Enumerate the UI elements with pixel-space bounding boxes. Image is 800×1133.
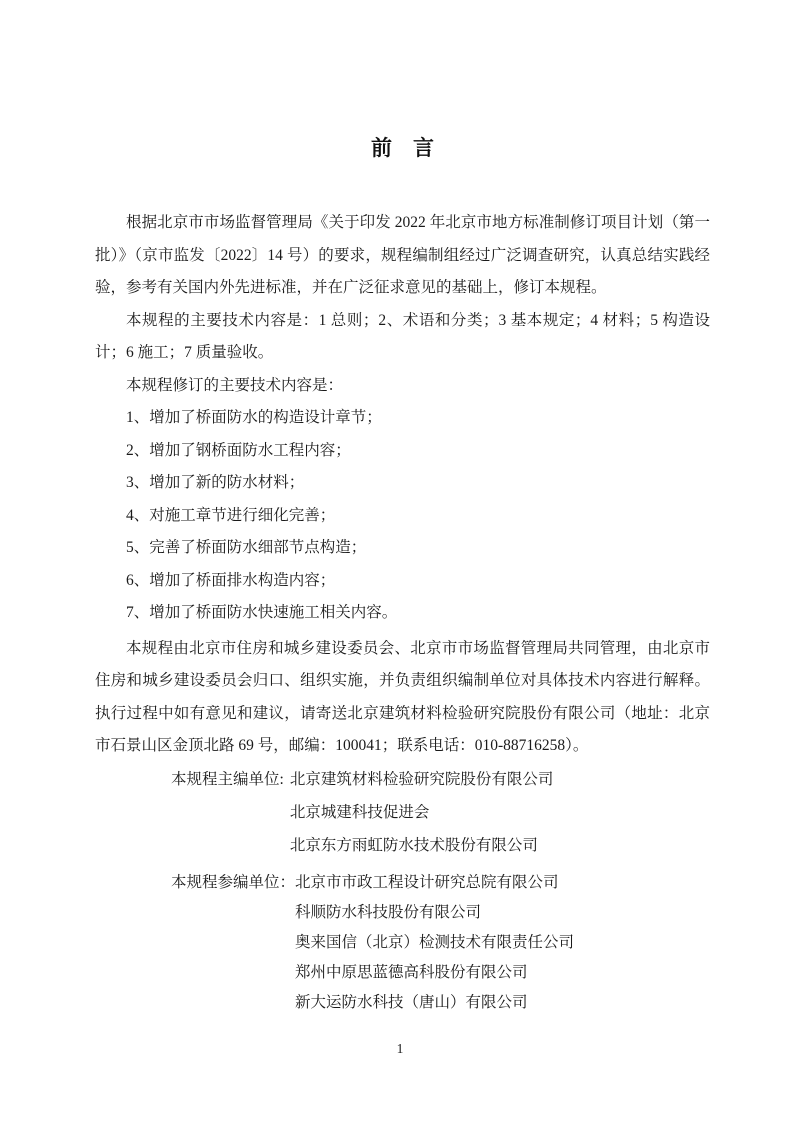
chief-company-2: 北京城建科技促进会 (289, 803, 430, 821)
paragraph-basis: 根据北京市市场监督管理局《关于印发 2022 年北京市地方标准制修订项目计划（第一批）》（京市监发〔2022〕14 号）的要求，规程编制组经过广泛调查研究，认真总结实践经验，参考有关国内外先进标准，并在广泛征求意见的基础上，修订本规程。 (95, 214, 710, 296)
chief-editor-companies (290, 763, 554, 862)
participating-company-2: 科顺防水科技股份有限公司 (295, 903, 482, 921)
revision-item-5: 5、完善了桥面防水细部节点构造； (126, 539, 367, 556)
participating-companies (295, 868, 574, 1018)
revision-items-list (95, 402, 710, 630)
participating-units-block (95, 868, 710, 1018)
revision-item-4: 4、对施工章节进行细化完善； (126, 506, 336, 524)
participating-company-3: 奥来国信（北京）检测技术有限责任公司 (295, 933, 575, 951)
revision-item-1: 1、增加了桥面防水的构造设计章节； (126, 409, 382, 426)
participating-company-1: 北京市市政工程设计研究总院有限公司 (295, 873, 559, 891)
revision-item-6: 6、增加了桥面排水构造内容； (126, 571, 336, 589)
revision-item-3: 3、增加了新的防水材料； (126, 474, 305, 491)
paragraph-revision-intro: 本规程修订的主要技术内容是： (126, 376, 344, 394)
revision-item-7: 7、增加了桥面防水快速施工相关内容。 (126, 604, 398, 621)
chief-company-1: 北京建筑材料检验研究院股份有限公司 (289, 770, 554, 788)
chief-editor-label: 本规程主编单位: (171, 770, 284, 788)
paragraph-management: 本规程由北京市住房和城乡建设委员会、北京市市场监督管理局共同管理，由北京市住房和城乡建设委员会归口、组织实施，并负责组织编制单位对具体技术内容进行解释。执行过程中如有意见和建议，请寄送北京建筑材料检验研究院股份有限公司（地址：北京市石景山区金顶北路 69 号，邮编：100041；联系电话：010-88716258）。 (95, 639, 710, 754)
participating-company-4: 郑州中原思蓝德高科股份有限公司 (295, 963, 528, 981)
chief-editor-unit-block (95, 763, 710, 862)
document-content (95, 0, 710, 1018)
page-number: 1 (396, 1041, 404, 1056)
participating-company-5: 新大运防水科技（唐山）有限公司 (295, 993, 528, 1011)
chief-company-3: 北京东方雨虹防水技术股份有限公司 (289, 836, 538, 854)
document-title: 前 言 (371, 137, 434, 160)
participating-units-label: 本规程参编单位： (171, 873, 296, 891)
revision-item-2: 2、增加了钢桥面防水工程内容； (126, 441, 351, 459)
paragraph-main-contents: 本规程的主要技术内容是：1 总则；2、术语和分类；3 基本规定；4 材料；5 构造设计；6 施工；7 质量验收。 (95, 311, 710, 361)
